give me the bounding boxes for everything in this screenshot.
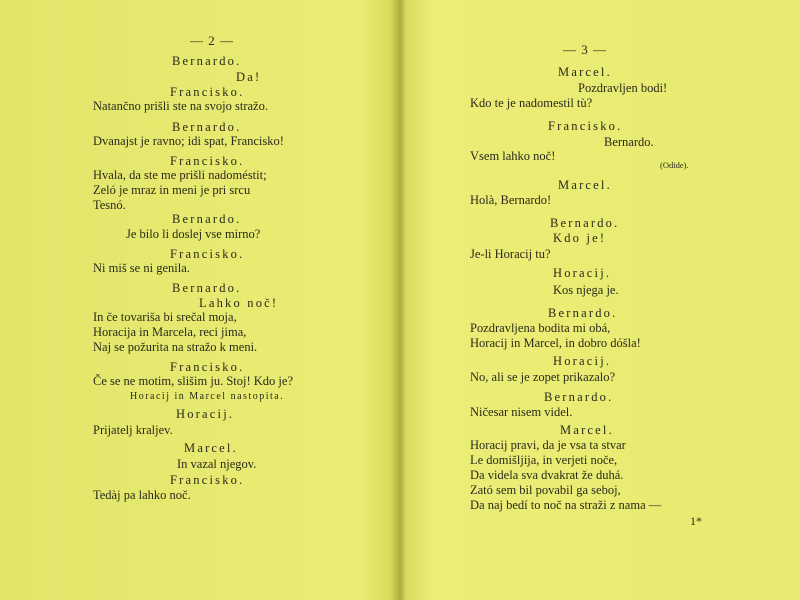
dialogue-line: Zató sem bil povabil ga seboj, xyxy=(470,483,621,497)
speaker-name: Bernardo. xyxy=(548,306,618,320)
dialogue-line: Hvala, da ste me prišli nadoméstit; xyxy=(93,168,267,182)
speaker-name: Marcel. xyxy=(184,441,238,455)
speaker-name: Bernardo. xyxy=(172,54,242,68)
speaker-name: Marcel. xyxy=(558,178,612,192)
dialogue-line: Holà, Bernardo! xyxy=(470,193,552,207)
dialogue-line: Tesnó. xyxy=(93,198,126,212)
speaker-name: Francisko. xyxy=(170,85,245,99)
speaker-name: Bernardo. xyxy=(544,390,614,404)
dialogue-line: Vsem lahko noč! xyxy=(470,149,556,163)
speaker-name: Bernardo. xyxy=(172,120,242,134)
right-page xyxy=(400,0,800,600)
dialogue-line: Kdo te je nadomestil tù? xyxy=(470,96,593,110)
left-page xyxy=(0,0,395,600)
dialogue-line: Horacija in Marcela, reci jima, xyxy=(93,325,247,339)
speaker-name: Bernardo. xyxy=(172,212,242,226)
speaker-name: Francisko. xyxy=(548,119,623,133)
dialogue-line: Zeló je mraz in meni je pri srcu xyxy=(93,183,251,197)
dialogue-line: Da! xyxy=(236,70,262,84)
dialogue-line: Ni miš se ni genila. xyxy=(93,261,190,275)
dialogue-line: Kdo je! xyxy=(553,231,607,245)
speaker-name: Francisko. xyxy=(170,360,245,374)
dialogue-line: Le domišljija, in verjeti noče, xyxy=(470,453,618,467)
speaker-name: Horacij. xyxy=(176,407,235,421)
dialogue-line: In če tovariša bi srečal moja, xyxy=(93,310,237,324)
dialogue-line: Prijatelj kraljev. xyxy=(93,423,173,437)
dialogue-line: Natančno prišli ste na svojo stražo. xyxy=(93,99,268,113)
dialogue-line: Če se ne motim, slišim ju. Stoj! Kdo je? xyxy=(93,374,293,388)
dialogue-line: Kos njega je. xyxy=(553,283,619,297)
dialogue-line: Je-li Horacij tu? xyxy=(470,247,551,261)
dialogue-line: Da videla sva dvakrat že duhá. xyxy=(470,468,624,482)
dialogue-line: Da naj bedí to noč na straži z nama — xyxy=(470,498,662,512)
speaker-name: Bernardo. xyxy=(550,216,620,230)
dialogue-line: Ničesar nisem videl. xyxy=(470,405,573,419)
speaker-name: Marcel. xyxy=(558,65,612,79)
dialogue-line: Lahko noč! xyxy=(199,296,279,310)
speaker-name: Bernardo. xyxy=(172,281,242,295)
speaker-name: Francisko. xyxy=(170,247,245,261)
dialogue-line: No, ali se je zopet prikazalo? xyxy=(470,370,616,384)
stage-direction: Horacij in Marcel nastopita. xyxy=(130,391,285,402)
dialogue-line: Horacij pravi, da je vsa ta stvar xyxy=(470,438,626,452)
dialogue-line: Pozdravljena bodita mi obá, xyxy=(470,321,611,335)
dialogue-line: Tedàj pa lahko noč. xyxy=(93,488,191,502)
stage-direction: (Odide). xyxy=(660,160,689,170)
signature-mark: 1* xyxy=(690,514,702,528)
speaker-name: Horacij. xyxy=(553,266,612,280)
speaker-name: Horacij. xyxy=(553,354,612,368)
page-number: — 3 — xyxy=(563,42,607,57)
speaker-name: Francisko. xyxy=(170,473,245,487)
dialogue-line: Dvanajst je ravno; idi spat, Francisko! xyxy=(93,134,284,148)
dialogue-line: Naj se požurita na stražo k meni. xyxy=(93,340,258,354)
dialogue-line: In vazal njegov. xyxy=(177,457,257,471)
dialogue-line: Horacij in Marcel, in dobro dóšla! xyxy=(470,336,641,350)
dialogue-line: Bernardo. xyxy=(604,135,654,149)
speaker-name: Francisko. xyxy=(170,154,245,168)
dialogue-line: Pozdravljen bodi! xyxy=(578,81,668,95)
dialogue-line: Je bilo li doslej vse mirno? xyxy=(126,227,261,241)
speaker-name: Marcel. xyxy=(560,423,614,437)
page-number: — 2 — xyxy=(190,33,234,48)
